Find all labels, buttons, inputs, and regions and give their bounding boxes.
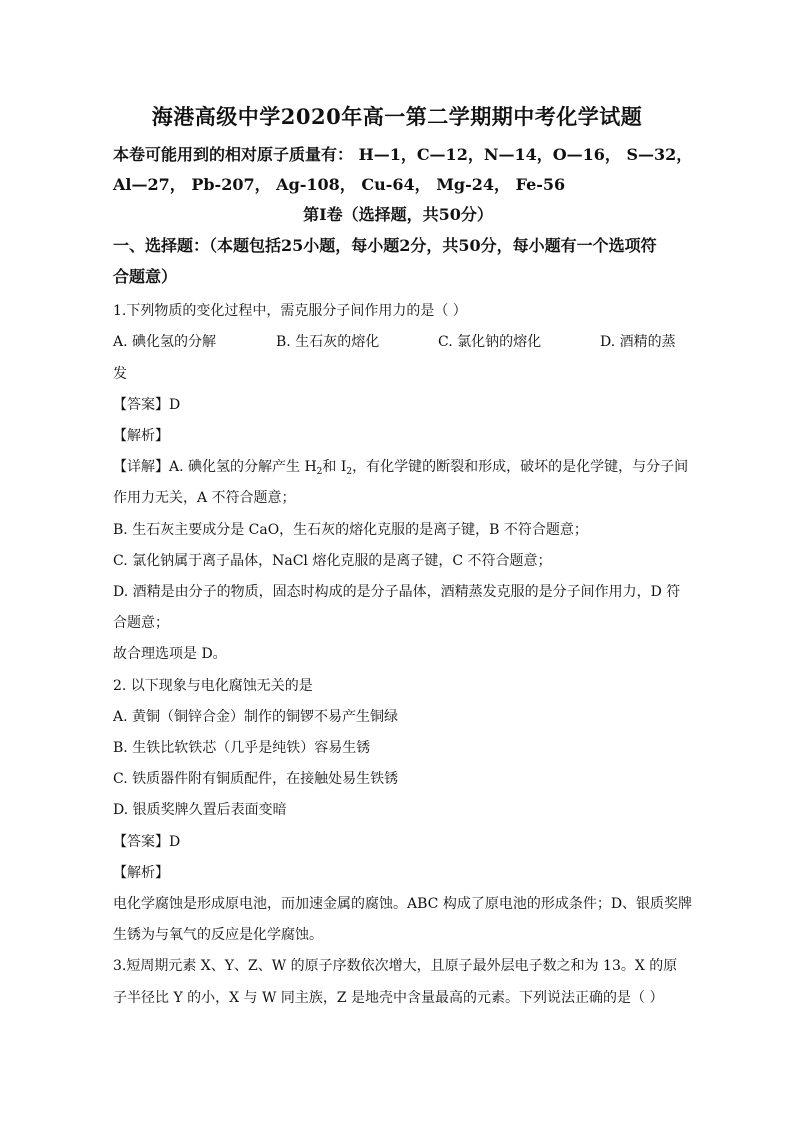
q2-analysis-line-2: 生锈为与氧气的反应是化学腐蚀。 bbox=[113, 927, 323, 943]
q3-stem-line-1: 3.短周期元素 X、Y、Z、W 的原子序数依次增大，且原子最外层电子数之和为 13。X 的原 bbox=[113, 958, 678, 974]
atomic-mass-line-2: Al—27， Pb-207， Ag-108， Cu-64， Mg-24， Fe-56 bbox=[113, 175, 566, 194]
q1-option-a: A. 碘化氢的分解 bbox=[113, 334, 217, 350]
q1-detail-a-prefix: 【详解】A. 碘化氢的分解产生 H bbox=[113, 459, 317, 475]
q1-option-b: B. 生石灰的熔化 bbox=[276, 334, 380, 350]
q1-option-d-wrap: 发 bbox=[113, 366, 127, 382]
page-title: 海港高级中学2020年高一第二学期期中考化学试题 bbox=[151, 104, 643, 129]
q1-option-d: D. 酒精的蒸 bbox=[600, 334, 676, 350]
part-title: 第Ⅰ卷（选择题，共50分） bbox=[303, 205, 493, 224]
q2-option-c: C. 铁质器件附有铜质配件，在接触处易生铁锈 bbox=[113, 771, 399, 787]
q1-option-c: C. 氯化钠的熔化 bbox=[438, 334, 542, 350]
q1-stem: 1.下列物质的变化过程中，需克服分子间作用力的是（ ） bbox=[113, 303, 467, 319]
q2-option-b: B. 生铁比软铁芯（几乎是纯铁）容易生锈 bbox=[113, 740, 371, 756]
q2-stem: 2. 以下现象与电化腐蚀无关的是 bbox=[113, 678, 313, 694]
q2-analysis-label: 【解析】 bbox=[113, 865, 169, 881]
section-heading-line-1: 一、选择题：（本题包括25小题，每小题2分，共50分，每小题有一个选项符 bbox=[113, 236, 657, 255]
q1-detail-a-sub1: 2 bbox=[316, 467, 323, 477]
q1-conclusion: 故合理选项是 D。 bbox=[113, 646, 227, 662]
q3-stem-line-2: 子半径比 Y 的小，X 与 W 同主族，Z 是地壳中含量最高的元素。下列说法正确的是（ ） bbox=[113, 990, 664, 1006]
q1-detail-a-sub2: 2 bbox=[346, 467, 353, 477]
q2-answer: 【答案】D bbox=[113, 834, 181, 850]
q1-detail-a-suffix: ，有化学键的断裂和形成，破坏的是化学键，与分子间 bbox=[352, 459, 689, 475]
q1-detail-d-line-2: 合题意； bbox=[113, 615, 169, 631]
q1-detail-c: C. 氯化钠属于离子晶体，NaCl 熔化克服的是离子键，C 不符合题意； bbox=[113, 553, 552, 569]
q1-answer: 【答案】D bbox=[113, 397, 181, 413]
section-heading-line-2: 合题意） bbox=[113, 267, 178, 286]
q1-detail-b: B. 生石灰主要成分是 CaO，生石灰的熔化克服的是离子键，B 不符合题意； bbox=[113, 522, 588, 538]
q1-detail-a-mid: 和 I bbox=[322, 459, 347, 475]
q2-analysis-line-1: 电化学腐蚀是形成原电池，而加速金属的腐蚀。ABC 构成了原电池的形成条件；D、银质奖牌 bbox=[113, 896, 693, 912]
q2-option-d: D. 银质奖牌久置后表面变暗 bbox=[113, 802, 287, 818]
q1-detail-a bbox=[113, 457, 689, 477]
q2-option-a: A. 黄铜（铜锌合金）制作的铜锣不易产生铜绿 bbox=[113, 709, 399, 725]
q1-analysis-label: 【解析】 bbox=[113, 428, 169, 444]
q1-detail-a-line-2: 作用力无关，A 不符合题意； bbox=[113, 490, 296, 506]
q1-detail-d-line-1: D. 酒精是由分子的物质，固态时构成的是分子晶体，酒精蒸发克服的是分子间作用力，D 符 bbox=[113, 584, 681, 600]
atomic-mass-line-1: 本卷可能用到的相对原子质量有： H—1，C—12，N—14，O—16， S—32， bbox=[113, 145, 693, 164]
